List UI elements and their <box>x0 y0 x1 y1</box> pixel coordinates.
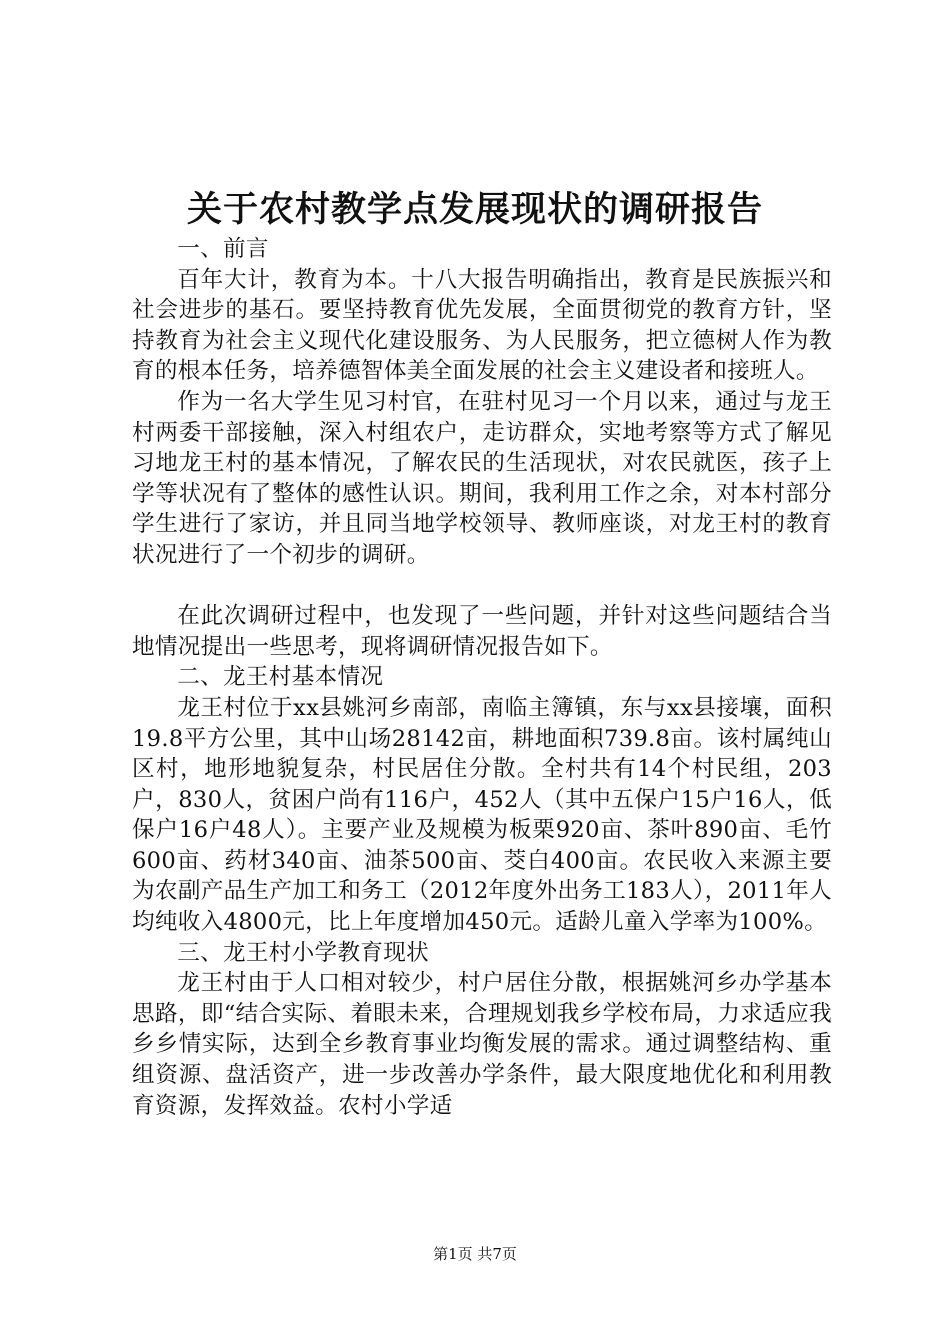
section-heading: 三、龙王村小学教育现状 <box>177 939 430 966</box>
paragraph: 在此次调研过程中，也发现了一些问题，并针对这些问题结合当地情况提出一些思考，现将调研情况报告如下。 <box>132 603 832 660</box>
paragraph: 龙王村由于人口相对较少，村户居住分散，根据姚河乡办学基本思路，即“结合实际、着眼未来，合理规划我乡学校布局，力求适应我乡乡情实际，达到全乡教育事业均衡发展的需求。通过调整结构、重组资源、盘活资产，进一步改善办学条件，最大限度地优化和利用教育资源，发挥效益。农村小学适 <box>132 970 832 1119</box>
page-footer: 第1页 共7页 <box>433 1245 517 1263</box>
paragraph: 龙王村位于xx县姚河乡南部，南临主簿镇，东与xx县接壤，面积19.8平方公里，其中山场28142亩，耕地面积739.8亩。该村属纯山区村，地形地貌复杂，村民居住分散。全村共有14个村民组，203户，830人，贫困户尚有116户，452人（其中五保户15户16人，低保户16户48人）。主要产业及规模为板栗920亩、茶叶890亩、毛竹600亩、药材340亩、油茶500亩、茭白400亩。农民收入来源主要为农副产品生产加工和务工（2012年度外出务工183人），2011年人均纯收入4800元，比上年度增加450元。适龄儿童入学率为100%。 <box>132 694 832 936</box>
paragraph: 作为一名大学生见习村官，在驻村见习一个月以来，通过与龙王村两委干部接触，深入村组农户，走访群众，实地考察等方式了解见习地龙王村的基本情况，了解农民的生活现状，对农民就医，孩子上学等状况有了整体的感性认识。期间，我利用工作之余，对本村部分学生进行了家访，并且同当地学校领导、教师座谈，对龙王村的教育状况进行了一个初步的调研。 <box>132 388 832 568</box>
document-title: 关于农村教学点发展现状的调研报告 <box>186 189 763 230</box>
document-body <box>132 234 832 1121</box>
paragraph: 百年大计，教育为本。十八大报告明确指出，教育是民族振兴和社会进步的基石。要坚持教育优先发展，全面贯彻党的教育方针，坚持教育为社会主义现代化建设服务、为人民服务，把立德树人作为教育的根本任务，培养德智体美全面发展的社会主义建设者和接班人。 <box>132 266 832 385</box>
section-heading: 一、前言 <box>177 236 269 262</box>
section-heading: 二、龙王村基本情况 <box>177 664 384 691</box>
